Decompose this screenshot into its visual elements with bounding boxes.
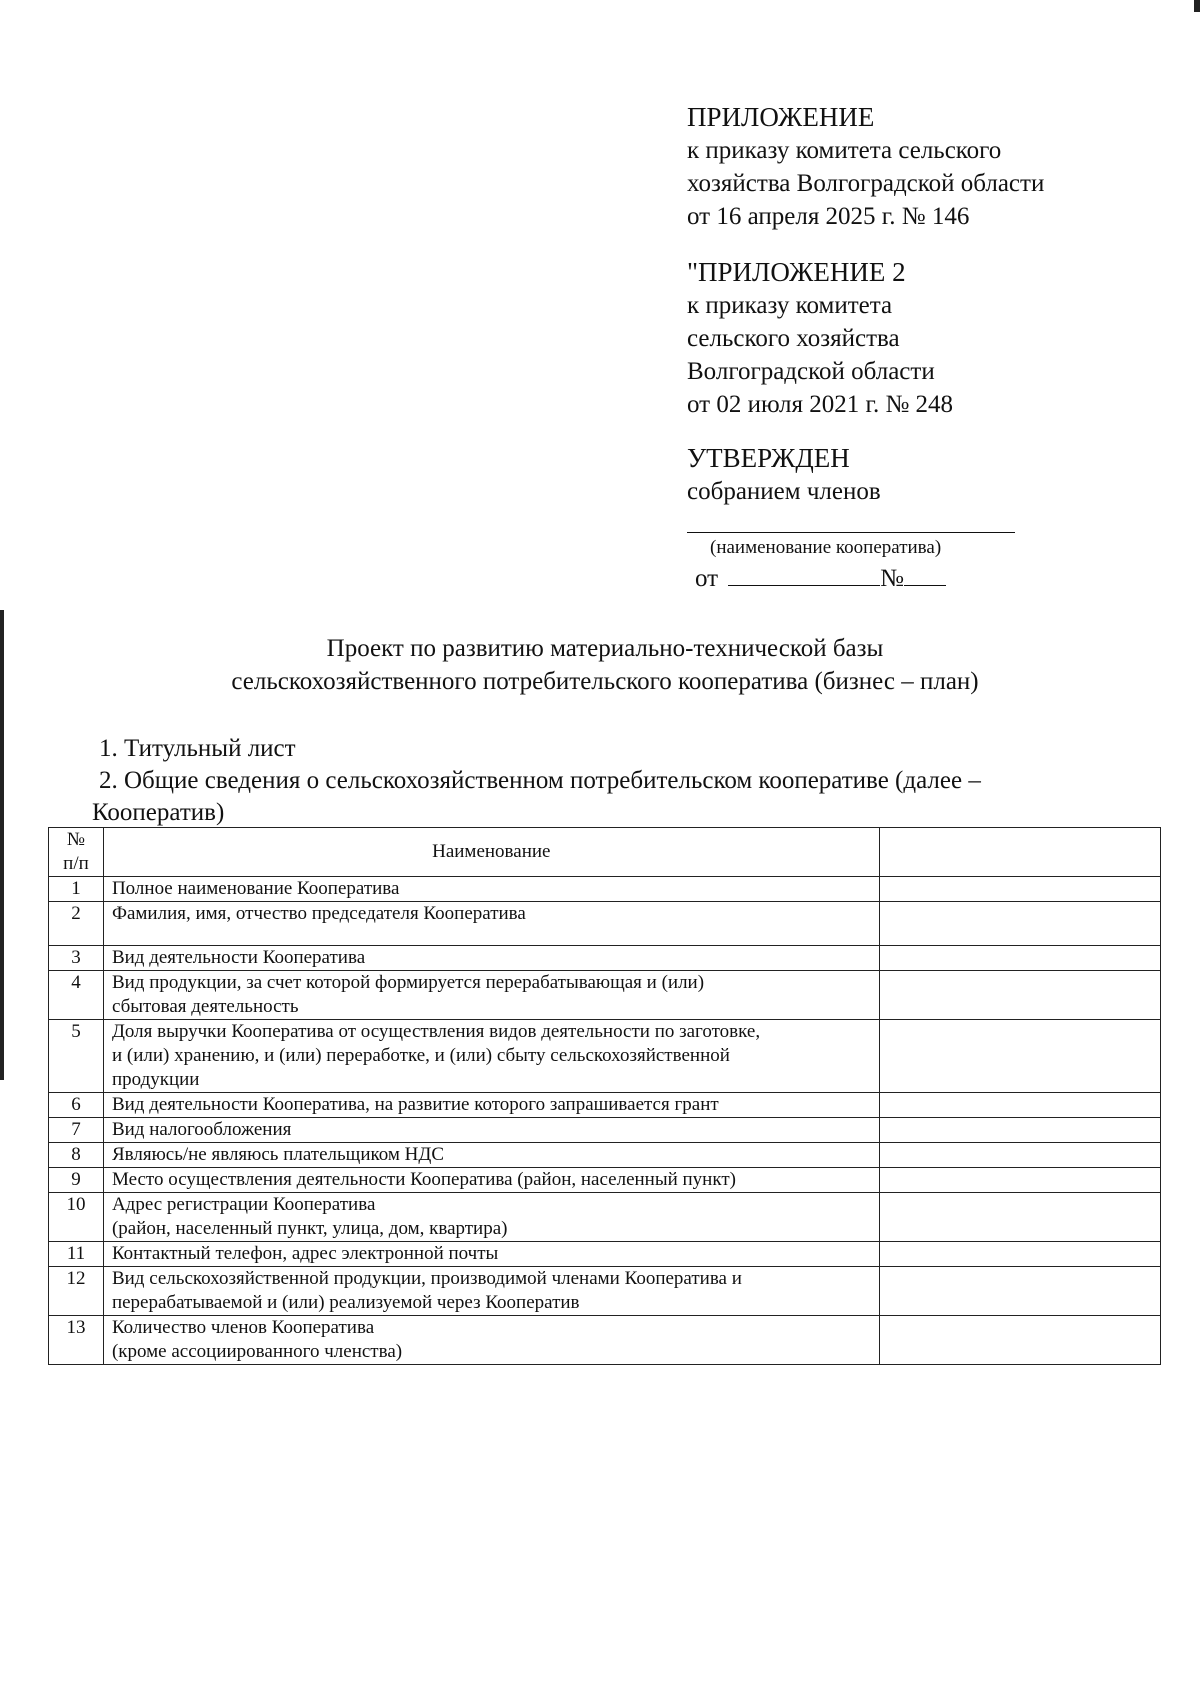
row-number: 1 [49,877,104,902]
appendix-2-line: Волгоградской области [687,358,935,385]
row-number: 4 [49,971,104,1020]
header-value [879,828,1160,877]
table-row [49,1267,1161,1316]
table-row [49,902,1161,946]
date-prefix: от [695,565,719,592]
approved-by: собранием членов [687,478,881,505]
table-row [49,1093,1161,1118]
appendix-2-line: к приказу комитета [687,292,893,319]
document-title-line: Проект по развитию материально-технической базы [326,635,884,662]
table-row [49,1316,1161,1365]
order-line: хозяйства Волгоградской области [687,170,1045,197]
table-row [49,971,1161,1020]
table-row [49,1118,1161,1143]
approval-date-line [695,561,1167,596]
row-value-cell[interactable] [879,946,1160,971]
order-date-line: от 16 апреля 2025 г. № 146 [687,203,970,230]
appendix-2-line: сельского хозяйства [687,325,900,352]
row-value-cell[interactable] [879,877,1160,902]
row-name: Вид деятельности Кооператива [103,946,879,971]
document-title [0,632,1200,698]
row-number: 8 [49,1143,104,1168]
cooperative-name-caption: (наименование кооператива) [710,537,942,558]
row-name: Являюсь/не являюсь плательщиком НДС [103,1143,879,1168]
row-number: 12 [49,1267,104,1316]
table-row [49,946,1161,971]
row-name: Адрес регистрации Кооператива (район, населенный пункт, улица, дом, квартира) [103,1193,879,1242]
row-value-cell[interactable] [879,1118,1160,1143]
row-value-cell[interactable] [879,971,1160,1020]
table-row [49,1143,1161,1168]
row-number: 10 [49,1193,104,1242]
row-number: 7 [49,1118,104,1143]
header-number: № п/п [49,828,104,877]
table-row [49,1168,1161,1193]
cooperative-name-line [687,514,1015,533]
row-name: Доля выручки Кооператива от осуществления видов деятельности по заготовке, и (или) хранению, и (или) переработке, и (или) сбыту сельскохозяйственной продукции [103,1020,879,1093]
row-number: 13 [49,1316,104,1365]
table-header-row [49,828,1161,877]
row-value-cell[interactable] [879,1316,1160,1365]
row-name: Вид продукции, за счет которой формируется перерабатывающая и (или) сбытовая деятельность [103,971,879,1020]
row-name: Место осуществления деятельности Кооператива (район, населенный пункт) [103,1168,879,1193]
row-value-cell[interactable] [879,1267,1160,1316]
row-name: Количество членов Кооператива (кроме ассоциированного членства) [103,1316,879,1365]
row-value-cell[interactable] [879,902,1160,946]
table-row [49,1242,1161,1267]
row-number: 5 [49,1020,104,1093]
row-name: Вид деятельности Кооператива, на развитие которого запрашивается грант [103,1093,879,1118]
number-sign: № [880,565,904,592]
row-value-cell[interactable] [879,1193,1160,1242]
row-number: 9 [49,1168,104,1193]
row-number: 11 [49,1242,104,1267]
row-name: Полное наименование Кооператива [103,877,879,902]
row-value-cell[interactable] [879,1020,1160,1093]
header-name: Наименование [103,828,879,877]
row-value-cell[interactable] [879,1093,1160,1118]
table-row [49,877,1161,902]
row-number: 3 [49,946,104,971]
row-name: Вид сельскохозяйственной продукции, производимой членами Кооператива и перерабатываемой и (или) реализуемой через Кооператив [103,1267,879,1316]
row-value-cell[interactable] [879,1168,1160,1193]
section-general-info-line: Кооператив) [92,799,225,826]
row-name: Фамилия, имя, отчество председателя Кооператива [103,902,879,946]
table-row [49,1020,1161,1093]
row-name: Контактный телефон, адрес электронной почты [103,1242,879,1267]
document-title-line: сельскохозяйственного потребительского кооператива (бизнес – план) [231,668,979,695]
table-row [49,1193,1161,1242]
section-title-page: 1. Титульный лист [99,735,296,762]
row-number: 2 [49,902,104,946]
appendix-heading: ПРИЛОЖЕНИЕ [687,102,875,132]
row-value-cell[interactable] [879,1143,1160,1168]
row-number: 6 [49,1093,104,1118]
section-general-info [92,765,1159,829]
appendix-2-heading: "ПРИЛОЖЕНИЕ 2 [687,257,906,287]
approved-heading: УТВЕРЖДЕН [687,443,850,473]
scan-corner-mark [1194,0,1200,12]
cooperative-info-table [48,827,1161,1365]
order-line: к приказу комитета сельского [687,137,1002,164]
date-blank [728,561,880,586]
number-blank [904,561,946,586]
row-name: Вид налогообложения [103,1118,879,1143]
row-value-cell[interactable] [879,1242,1160,1267]
header-block [687,100,1167,596]
section-general-info-line: 2. Общие сведения о сельскохозяйственном потребительском кооперативе (далее – [99,767,981,794]
appendix-2-date-line: от 02 июля 2021 г. № 248 [687,391,954,418]
